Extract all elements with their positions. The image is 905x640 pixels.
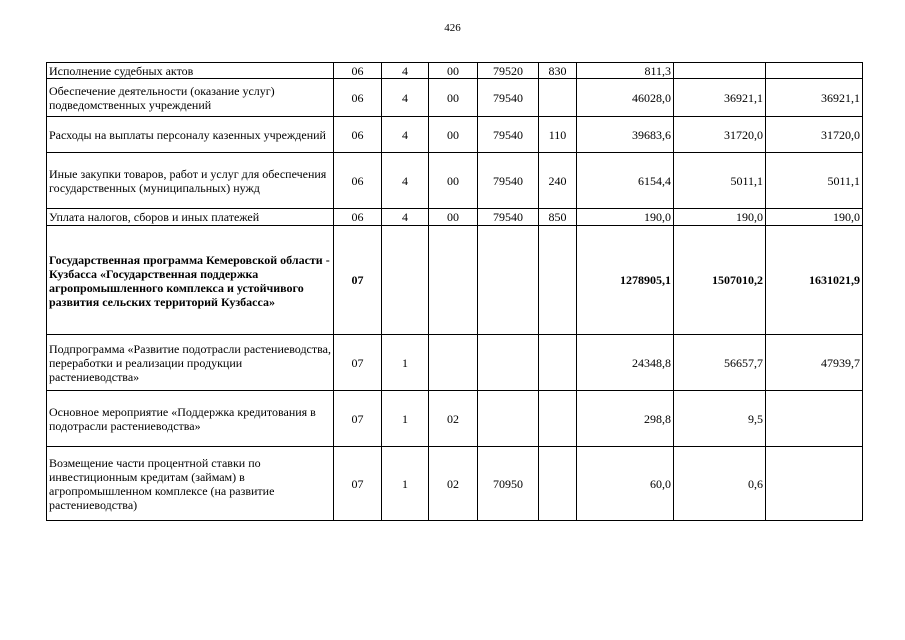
row-name: Государственная программа Кемеровской области - Кузбасса «Государственная поддержка агропромышленного комплекса и устойчивого развития сельских территорий Кузбасса» bbox=[47, 226, 334, 335]
cell-direction: 79520 bbox=[478, 63, 539, 79]
table-row bbox=[47, 335, 863, 391]
row-name: Уплата налогов, сборов и иных платежей bbox=[47, 209, 334, 226]
cell-value-2: 36921,1 bbox=[674, 79, 766, 117]
cell-event: 00 bbox=[429, 117, 478, 153]
cell-event: 00 bbox=[429, 153, 478, 209]
cell-subprogram: 1 bbox=[382, 447, 429, 521]
cell-value-3: 1631021,9 bbox=[766, 226, 863, 335]
cell-section: 07 bbox=[334, 226, 382, 335]
cell-direction: 79540 bbox=[478, 153, 539, 209]
table-body bbox=[47, 63, 863, 521]
cell-value-1: 6154,4 bbox=[577, 153, 674, 209]
cell-value-1: 46028,0 bbox=[577, 79, 674, 117]
cell-event bbox=[429, 226, 478, 335]
cell-value-1: 298,8 bbox=[577, 391, 674, 447]
cell-direction: 79540 bbox=[478, 79, 539, 117]
cell-subprogram: 1 bbox=[382, 391, 429, 447]
row-name: Основное мероприятие «Поддержка кредитования в подотрасли растениеводства» bbox=[47, 391, 334, 447]
table-row bbox=[47, 117, 863, 153]
page-number: 426 bbox=[444, 22, 461, 34]
cell-expense-type bbox=[539, 226, 577, 335]
cell-expense-type: 110 bbox=[539, 117, 577, 153]
row-name: Возмещение части процентной ставки по инвестиционным кредитам (займам) в агропромышленном комплексе (на развитие растениеводства) bbox=[47, 447, 334, 521]
cell-expense-type bbox=[539, 391, 577, 447]
cell-subprogram: 4 bbox=[382, 79, 429, 117]
cell-value-3: 190,0 bbox=[766, 209, 863, 226]
table-row-program bbox=[47, 226, 863, 335]
row-name: Исполнение судебных актов bbox=[47, 63, 334, 79]
cell-value-2: 1507010,2 bbox=[674, 226, 766, 335]
cell-value-1: 1278905,1 bbox=[577, 226, 674, 335]
cell-section: 07 bbox=[334, 391, 382, 447]
cell-section: 06 bbox=[334, 117, 382, 153]
cell-event: 00 bbox=[429, 63, 478, 79]
cell-value-3: 31720,0 bbox=[766, 117, 863, 153]
cell-value-2: 5011,1 bbox=[674, 153, 766, 209]
cell-direction: 79540 bbox=[478, 117, 539, 153]
cell-value-2: 0,6 bbox=[674, 447, 766, 521]
cell-value-3: 36921,1 bbox=[766, 79, 863, 117]
cell-direction bbox=[478, 391, 539, 447]
table-row bbox=[47, 391, 863, 447]
cell-value-2: 190,0 bbox=[674, 209, 766, 226]
table-row bbox=[47, 63, 863, 79]
cell-expense-type bbox=[539, 335, 577, 391]
cell-subprogram: 1 bbox=[382, 335, 429, 391]
budget-table bbox=[46, 62, 863, 521]
table-row bbox=[47, 79, 863, 117]
cell-value-3 bbox=[766, 447, 863, 521]
cell-expense-type bbox=[539, 447, 577, 521]
table-row bbox=[47, 209, 863, 226]
cell-value-2 bbox=[674, 63, 766, 79]
row-name: Иные закупки товаров, работ и услуг для обеспечения государственных (муниципальных) нужд bbox=[47, 153, 334, 209]
cell-value-1: 60,0 bbox=[577, 447, 674, 521]
cell-section: 06 bbox=[334, 63, 382, 79]
cell-value-2: 31720,0 bbox=[674, 117, 766, 153]
cell-expense-type: 830 bbox=[539, 63, 577, 79]
cell-section: 07 bbox=[334, 335, 382, 391]
cell-section: 06 bbox=[334, 209, 382, 226]
cell-value-3 bbox=[766, 391, 863, 447]
cell-value-3: 5011,1 bbox=[766, 153, 863, 209]
cell-value-2: 56657,7 bbox=[674, 335, 766, 391]
cell-event: 00 bbox=[429, 209, 478, 226]
row-name: Подпрограмма «Развитие подотрасли растениеводства, переработки и реализации продукции растениеводства» bbox=[47, 335, 334, 391]
table-row bbox=[47, 153, 863, 209]
cell-direction bbox=[478, 335, 539, 391]
cell-value-3 bbox=[766, 63, 863, 79]
cell-expense-type: 850 bbox=[539, 209, 577, 226]
cell-subprogram: 4 bbox=[382, 63, 429, 79]
cell-direction: 70950 bbox=[478, 447, 539, 521]
row-name: Обеспечение деятельности (оказание услуг) подведомственных учреждений bbox=[47, 79, 334, 117]
cell-value-1: 39683,6 bbox=[577, 117, 674, 153]
cell-subprogram: 4 bbox=[382, 209, 429, 226]
cell-value-1: 811,3 bbox=[577, 63, 674, 79]
cell-event: 00 bbox=[429, 79, 478, 117]
cell-value-1: 190,0 bbox=[577, 209, 674, 226]
cell-subprogram bbox=[382, 226, 429, 335]
cell-event: 02 bbox=[429, 447, 478, 521]
cell-value-1: 24348,8 bbox=[577, 335, 674, 391]
cell-value-3: 47939,7 bbox=[766, 335, 863, 391]
cell-section: 06 bbox=[334, 79, 382, 117]
cell-section: 07 bbox=[334, 447, 382, 521]
table-row bbox=[47, 447, 863, 521]
cell-event bbox=[429, 335, 478, 391]
cell-direction: 79540 bbox=[478, 209, 539, 226]
cell-expense-type: 240 bbox=[539, 153, 577, 209]
cell-subprogram: 4 bbox=[382, 153, 429, 209]
cell-value-2: 9,5 bbox=[674, 391, 766, 447]
cell-event: 02 bbox=[429, 391, 478, 447]
cell-section: 06 bbox=[334, 153, 382, 209]
cell-subprogram: 4 bbox=[382, 117, 429, 153]
row-name: Расходы на выплаты персоналу казенных учреждений bbox=[47, 117, 334, 153]
cell-direction bbox=[478, 226, 539, 335]
cell-expense-type bbox=[539, 79, 577, 117]
